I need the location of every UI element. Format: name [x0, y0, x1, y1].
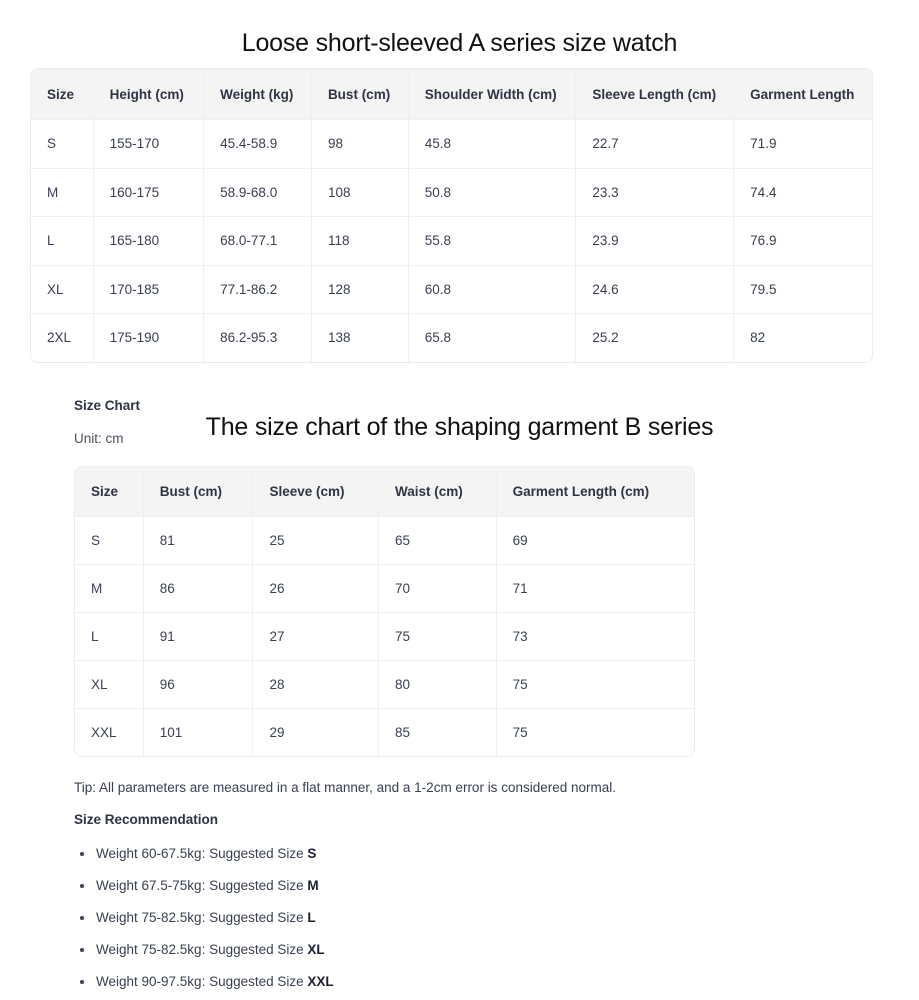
size-table-a — [30, 68, 873, 363]
cell-garment-length: 75 — [497, 661, 694, 709]
cell-weight: 68.0-77.1 — [204, 217, 312, 266]
column-header-bust: Bust (cm) — [144, 467, 254, 517]
recommendation-text: Weight 75-82.5kg: Suggested Size — [96, 942, 308, 957]
cell-sleeve: 29 — [253, 709, 379, 756]
cell-garment-length: 82 — [750, 330, 766, 346]
recommendation-text: Weight 60-67.5kg: Suggested Size — [96, 846, 308, 861]
recommendation-size: XL — [307, 942, 325, 957]
cell-bust: 101 — [144, 709, 254, 756]
bullet-icon — [80, 884, 84, 888]
bullet-icon — [80, 852, 84, 856]
cell-shoulder-width: 45.8 — [409, 120, 577, 169]
cell-size: M — [31, 169, 94, 218]
cell-size: M — [75, 565, 144, 613]
recommendation-size: S — [307, 846, 317, 861]
table-header-row — [31, 69, 872, 120]
recommendation-size: M — [307, 878, 319, 893]
cell-height: 160-175 — [94, 169, 205, 218]
bullet-icon — [80, 948, 84, 952]
recommendation-size: XXL — [307, 974, 334, 989]
cell-sleeve: 27 — [253, 613, 379, 661]
cell-weight: 77.1-86.2 — [204, 266, 312, 315]
cell-garment-length: 73 — [497, 613, 694, 661]
cell-waist: 80 — [379, 661, 497, 709]
recommendation-text: Weight 67.5-75kg: Suggested Size — [96, 878, 308, 893]
column-header-garment-length: Garment Length — [734, 69, 872, 120]
cell-sleeve-length: 24.6 — [576, 266, 734, 315]
cell-waist: 65 — [379, 517, 497, 565]
cell-weight: 86.2-95.3 — [204, 314, 312, 362]
size-table-a-body — [31, 120, 872, 362]
cell-size: L — [31, 217, 94, 266]
bullet-icon — [80, 916, 84, 920]
cell-height: 175-190 — [94, 314, 205, 362]
size-recommendation-list — [74, 838, 774, 998]
unit-label: Unit: cm — [74, 431, 124, 446]
column-header-bust: Bust (cm) — [312, 69, 409, 120]
cell-sleeve: 25 — [253, 517, 379, 565]
column-header-shoulder-width: Shoulder Width (cm) — [409, 69, 577, 120]
cell-bust: 138 — [312, 314, 409, 362]
size-table-b-body — [75, 517, 694, 756]
cell-height: 155-170 — [94, 120, 205, 169]
cell-bust: 118 — [312, 217, 409, 266]
recommendation-size: L — [307, 910, 316, 925]
cell-size: S — [31, 120, 94, 169]
list-item — [74, 966, 774, 998]
table-row — [75, 565, 694, 613]
cell-shoulder-width: 55.8 — [409, 217, 577, 266]
recommendation-text: Weight 75-82.5kg: Suggested Size — [96, 910, 308, 925]
cell-garment-length: 79.5 — [734, 266, 872, 315]
column-header-height: Height (cm) — [94, 69, 205, 120]
table-row — [75, 517, 694, 565]
cell-bust: 81 — [144, 517, 254, 565]
cell-weight: 58.9-68.0 — [204, 169, 312, 218]
list-item — [74, 902, 774, 934]
table-row — [75, 661, 694, 709]
page-title-a: Loose short-sleeved A series size watch — [241, 29, 678, 57]
column-header-weight: Weight (kg) — [204, 69, 312, 120]
cell-shoulder-width: 50.8 — [409, 169, 577, 218]
cell-sleeve: 28 — [253, 661, 379, 709]
cell-size: XXL — [75, 709, 144, 756]
cell-weight: 45.4-58.9 — [204, 120, 312, 169]
cell-size: XL — [75, 661, 144, 709]
cell-bust: 91 — [144, 613, 254, 661]
cell-sleeve: 26 — [253, 565, 379, 613]
column-header-garment-length: Garment Length (cm) — [497, 467, 694, 517]
table-header-row — [75, 467, 694, 517]
size-table-b — [74, 466, 695, 757]
cell-size: 2XL — [31, 314, 94, 362]
list-item — [74, 838, 774, 870]
recommendation-text: Weight 90-97.5kg: Suggested Size — [96, 974, 308, 989]
cell-size: S — [75, 517, 144, 565]
size-recommendation-title: Size Recommendation — [74, 812, 219, 827]
cell-sleeve-length: 23.3 — [576, 169, 734, 218]
cell-bust: 128 — [312, 266, 409, 315]
cell-waist: 75 — [379, 613, 497, 661]
table-row — [31, 217, 872, 266]
cell-garment-length: 75 — [512, 725, 528, 740]
list-item — [74, 934, 774, 966]
size-chart-label: Size Chart — [74, 398, 141, 413]
cell-garment-length: 71.9 — [734, 120, 872, 169]
cell-sleeve-length: 25.2 — [576, 314, 734, 362]
cell-bust: 96 — [144, 661, 254, 709]
cell-bust: 108 — [312, 169, 409, 218]
cell-sleeve-length: 23.9 — [576, 217, 734, 266]
size-table-a-header — [31, 69, 872, 120]
cell-size: XL — [31, 266, 94, 315]
cell-shoulder-width: 65.8 — [409, 314, 577, 362]
size-table-b-header — [75, 467, 694, 517]
table-row — [31, 120, 872, 169]
column-header-waist: Waist (cm) — [379, 467, 497, 517]
list-item — [74, 870, 774, 902]
cell-height: 170-185 — [94, 266, 205, 315]
cell-sleeve-length: 22.7 — [576, 120, 734, 169]
table-row — [31, 266, 872, 315]
table-row — [75, 613, 694, 661]
page-title-b: The size chart of the shaping garment B series — [205, 413, 714, 441]
column-header-size: Size — [75, 467, 144, 517]
column-header-sleeve: Sleeve (cm) — [253, 467, 379, 517]
cell-garment-length: 76.9 — [734, 217, 872, 266]
cell-size: L — [75, 613, 144, 661]
cell-garment-length: 69 — [497, 517, 694, 565]
bullet-icon — [80, 980, 84, 984]
table-row — [75, 709, 694, 756]
cell-waist: 70 — [379, 565, 497, 613]
tip-text: Tip: All parameters are measured in a flat manner, and a 1-2cm error is considered normal. — [74, 780, 616, 795]
column-header-sleeve-length: Sleeve Length (cm) — [576, 69, 734, 120]
column-header-size: Size — [31, 69, 94, 120]
table-row — [31, 314, 872, 362]
cell-garment-length: 71 — [497, 565, 694, 613]
table-row — [31, 169, 872, 218]
cell-shoulder-width: 60.8 — [409, 266, 577, 315]
cell-garment-length: 74.4 — [734, 169, 872, 218]
cell-height: 165-180 — [94, 217, 205, 266]
cell-waist: 85 — [379, 709, 497, 756]
cell-bust: 98 — [312, 120, 409, 169]
cell-bust: 86 — [144, 565, 254, 613]
